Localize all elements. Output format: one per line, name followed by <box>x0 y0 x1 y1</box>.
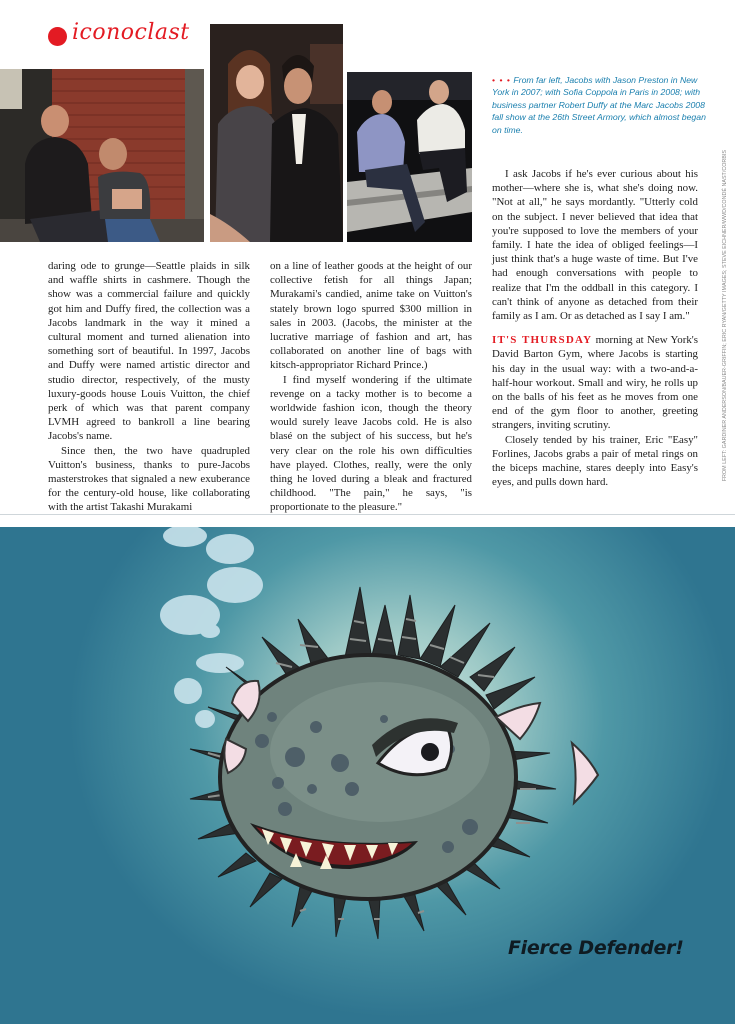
caption-text: From far left, Jacobs with Jason Preston in New York in 2007; with Sofia Coppola in Paris in 2008; with business partner Robert Duffy at the Marc Jacobs 2008 fall show at the 26th Street Armory, which almost began on time. <box>492 75 706 135</box>
photo-credit-text: FROM LEFT: GARDINER ANDERSON/BAUER-GRIFFIN; ERIC RYAN/GETTY IMAGES; STEVE EICHNER/WWD/CONDÉ NAST/CORBIS <box>722 150 728 482</box>
article-column-1 <box>48 259 250 515</box>
photo-jacobs-with-sofia-coppola <box>210 24 343 242</box>
article-paragraph: I find myself wondering if the ultimate revenge on a tacky mother is to become a worldwide fashion icon, though the theory would surely leave Jacobs cold. He is also blasé on the subject of his success, but he's very clear on the role his own difficulties have played. Clothes, really, were the only thing he loved during a bleak and fractured childhood. "The pain," he says, "is proportionate to the pleasure." <box>270 373 472 514</box>
article-column-2 <box>270 259 472 515</box>
article-paragraph: Since then, the two have quadrupled Vuitton's business, thanks to pure-Jacobs masterstrokes that signaled a new exuberance for the century-old house, like collaborating with the artist Takashi Murakami <box>48 444 250 514</box>
ad-tagline: Fierce Defender! <box>508 937 684 959</box>
runin-paragraph-text: morning at New York's David Barton Gym, where Jacobs is starting his day in the usual way: with a two-and-a-half-hour workout. Small and wiry, he rolls up on the balls of his feet as he moves from one end of the gym floor to another, greeting strangers, inviting scrutiny. <box>492 334 698 432</box>
caption-bullets: • • • <box>492 75 511 85</box>
photo-jacobs-with-robert-duffy <box>347 72 472 242</box>
section-marker-dot <box>48 27 67 46</box>
section-label: iconoclast <box>72 20 190 45</box>
article-paragraph: on a line of leather goods at the height of our collective fetish for all things Japan; Murakami's candied, anime take on Vuitton's stately brown logo spurred $300 million in sales in 2003. (Jacobs, the minister at the lucrative marriage of fashion and art, has collaborated on another line of bags with kitsch-appropriator Richard Prince.) <box>270 260 472 372</box>
page-divider <box>0 514 735 515</box>
advertisement <box>0 527 735 1024</box>
article-column-3 <box>492 167 698 489</box>
article-paragraph-runin <box>492 333 698 432</box>
photo-credit <box>722 150 732 490</box>
runin-heading: IT'S THURSDAY <box>492 334 593 347</box>
photo-caption <box>492 74 708 136</box>
photo-jacobs-with-jason-preston <box>0 69 204 242</box>
article-paragraph: daring ode to grunge—Seattle plaids in silk and waffle shirts in cashmere. Though the show was a commercial failure and quickly got him and Duffy fired, the collection was a Jacobs landmark in the way it mined a cultural moment and turned alienation into something sort of beautiful. In 1997, Jacobs and Duffy were named artistic director and studio director, respectively, of the musty luxury-goods house Louis Vuitton, the chief perk of which was that parent company LVMH agreed to bankroll a line bearing Jacobs's name. <box>48 260 250 443</box>
article-paragraph: Closely tended by his trainer, Eric "Easy" Forlines, Jacobs grabs a pair of metal rings on the biceps machine, stares deeply into Easy's eyes, and pulls down hard. <box>492 433 698 489</box>
article-paragraph: I ask Jacobs if he's ever curious about his mother—where she is, what she's doing now. "Not at all," he says mordantly. "Utterly cold on the subject. I never believed that idea that you're supposed to love the members of your family. I hate the idea of obliged feelings—I just think that's a huge waste of time. But I've had enough conversations with people to realize that I'm the oddball in this category. I can't think of anyone as detached from their family as I am. Or as detached as I say I am." <box>492 168 698 323</box>
